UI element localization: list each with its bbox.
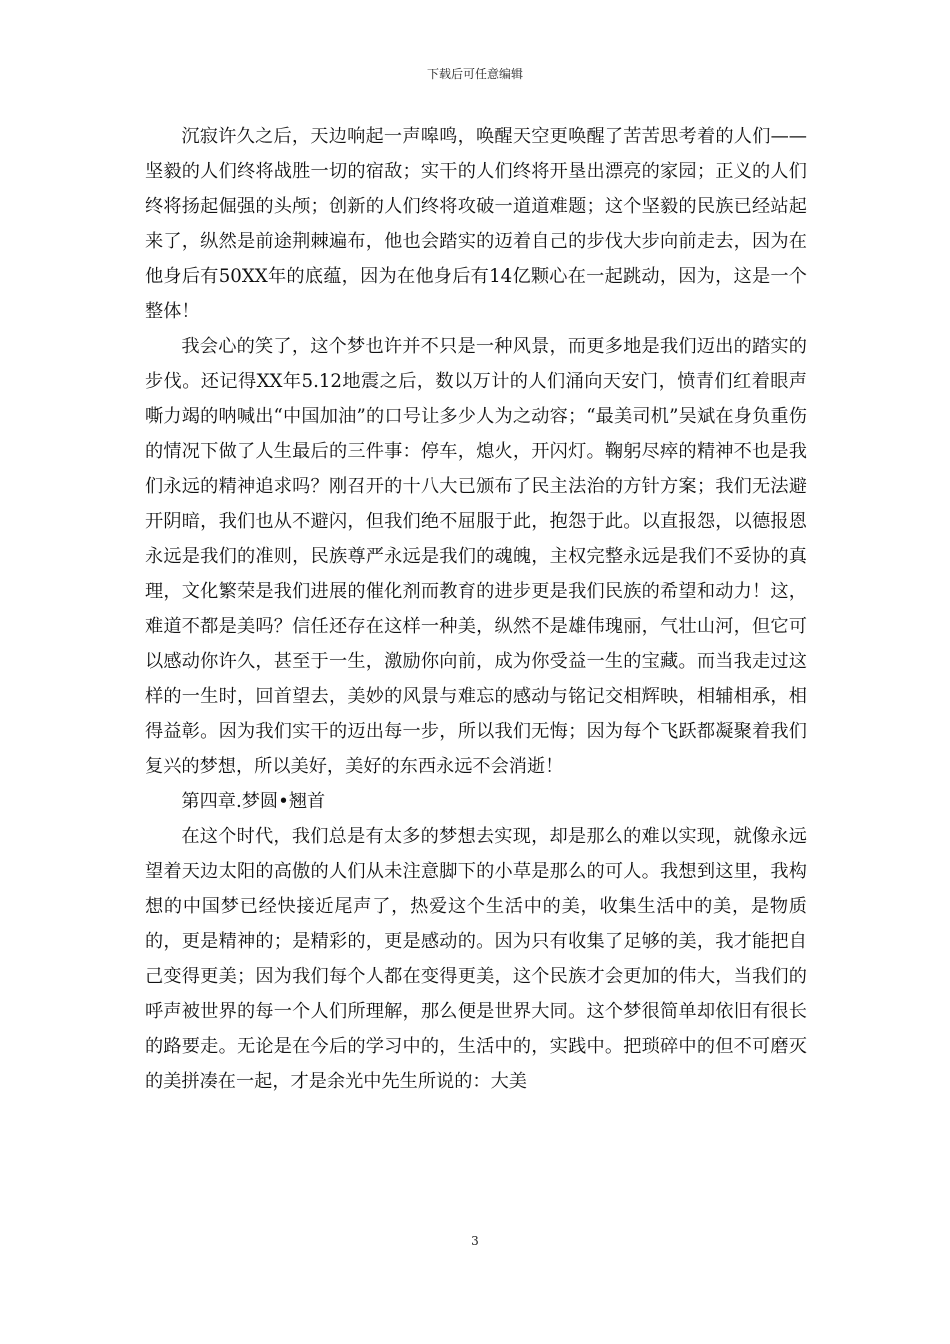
paragraph: 在这个时代，我们总是有太多的梦想去实现，却是那么的难以实现，就像永远望着天边太阳的高傲的人们从未注意脚下的小草是那么的可人。我想到这里，我构想的中国梦已经快接近尾声了，热爱这个生活中的美，收集生活中的美，是物质的，更是精神的；是精彩的，更是感动的。因为只有收集了足够的美，我才能把自己变得更美；因为我们每个人都在变得更美，这个民族才会更加的伟大，当我们的呼声被世界的每一个人们所理解，那么便是世界大同。这个梦很简单却依旧有很长的路要走。无论是在今后的学习中的，生活中的，实践中。把琐碎中的但不可磨灭的美拼凑在一起，才是余光中先生所说的：大美 [145, 826, 807, 1092]
page-number: 3 [471, 1234, 479, 1248]
paragraph: 沉寂许久之后，天边响起一声嗥鸣，唤醒天空更唤醒了苦苦思考着的人们——坚毅的人们终将战胜一切的宿敌；实干的人们终将开垦出漂亮的家园；正义的人们终将扬起倔强的头颅；创新的人们终将攻破一道道难题；这个坚毅的民族已经站起来了，纵然是前途荆棘遍布，他也会踏实的迈着自己的步伐大步向前走去，因为在他身后有50XX年的底蕴，因为在他身后有14亿颗心在一起跳动，因为，这是一个整体！ [145, 126, 807, 322]
document-body [145, 119, 807, 1099]
chapter-heading: 第四章.梦圆•翘首 [181, 791, 326, 812]
page-header: 下载后可任意编辑 [426, 67, 523, 81]
paragraph: 我会心的笑了，这个梦也许并不只是一种风景，而更多地是我们迈出的踏实的步伐。还记得XX年5.12地震之后，数以万计的人们涌向天安门，愤青们红着眼声嘶力竭的呐喊出“中国加油”的口号让多少人为之动容；“最美司机”吴斌在身负重伤的情况下做了人生最后的三件事：停车，熄火，开闪灯。鞠躬尽瘁的精神不也是我们永远的精神追求吗？刚召开的十八大已颁布了民主法治的方针方案；我们无法避开阴暗，我们也从不避闪，但我们绝不屈服于此，抱怨于此。以直报怨，以德报恩永远是我们的准则，民族尊严永远是我们的魂魄，主权完整永远是我们不妥协的真理，文化繁荣是我们进展的催化剂而教育的进步更是我们民族的希望和动力！这，难道不都是美吗？信任还存在这样一种美，纵然不是雄伟瑰丽，气壮山河，但它可以感动你许久，甚至于一生，激励你向前，成为你受益一生的宝藏。而当我走过这样的一生时，回首望去，美妙的风景与难忘的感动与铭记交相辉映，相辅相承，相得益彰。因为我们实干的迈出每一步，所以我们无悔；因为每个飞跃都凝聚着我们复兴的梦想，所以美好，美好的东西永远不会消逝！ [145, 336, 807, 777]
